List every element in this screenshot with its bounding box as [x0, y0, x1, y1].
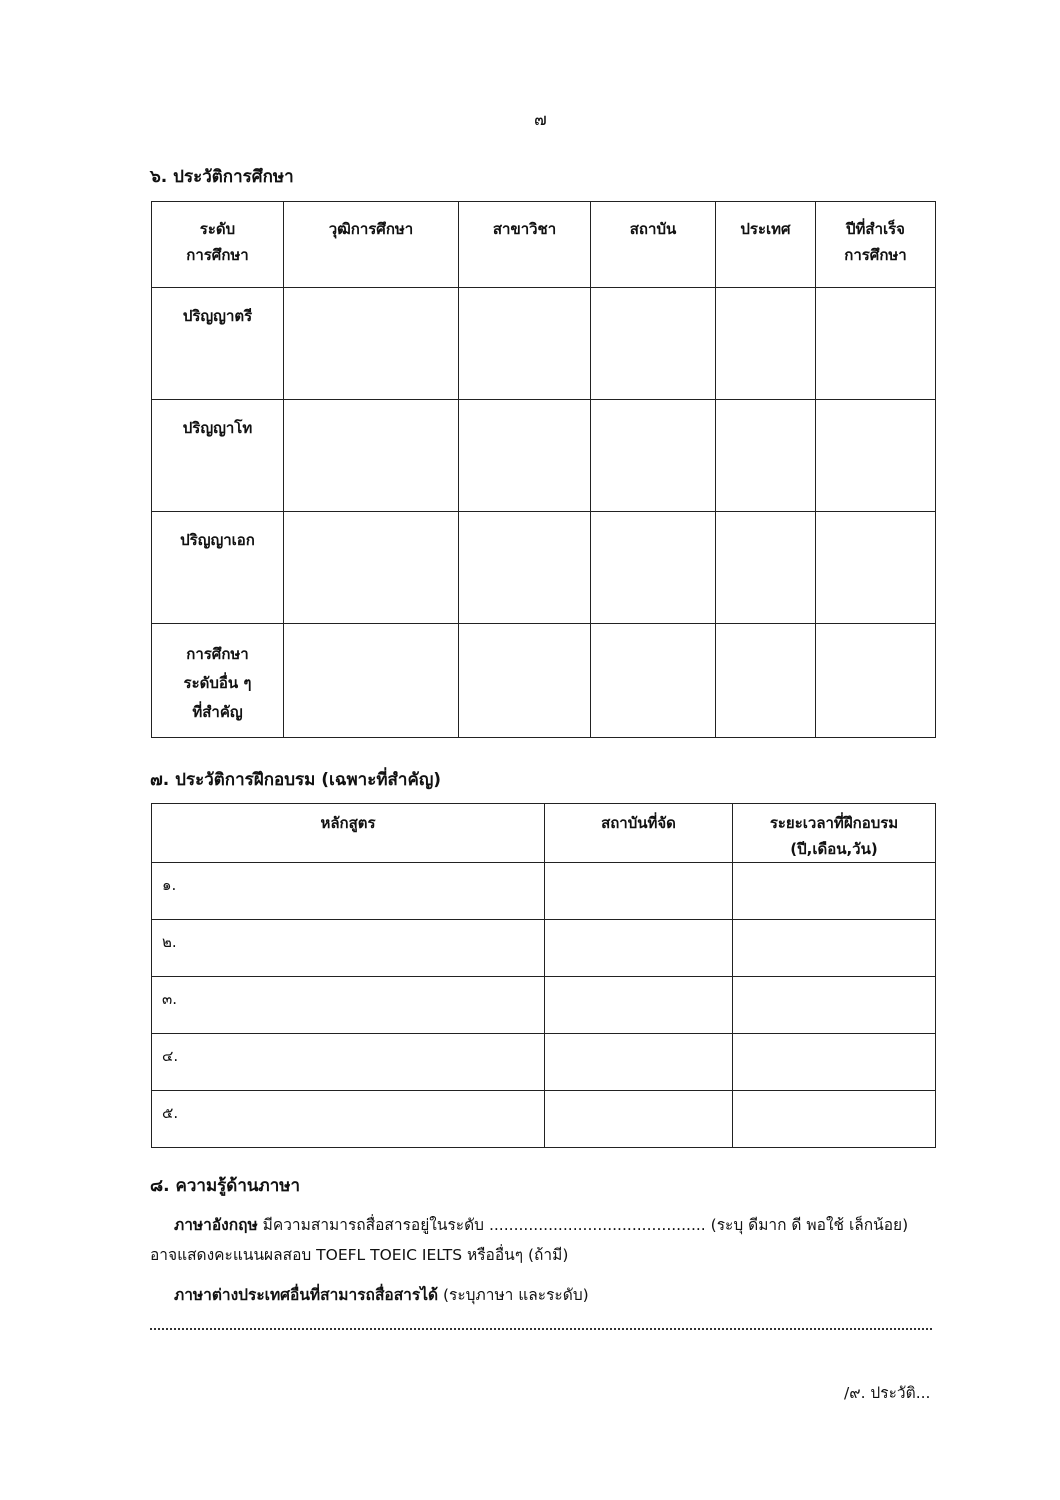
- edu-cell[interactable]: [716, 288, 816, 400]
- edu-cell[interactable]: [591, 624, 716, 738]
- training-row-number: ๔.: [152, 1034, 545, 1091]
- edu-cell[interactable]: [459, 624, 591, 738]
- table-row: [152, 977, 936, 1034]
- edu-cell[interactable]: [284, 400, 459, 512]
- training-row-number: ๕.: [152, 1091, 545, 1148]
- edu-cell[interactable]: [816, 624, 936, 738]
- table-row: [152, 863, 936, 920]
- edu-cell[interactable]: [816, 512, 936, 624]
- training-header-institution: สถาบันที่จัด: [545, 804, 733, 863]
- other-language-line: [174, 1282, 589, 1307]
- edu-row-label: ปริญญาเอก: [152, 512, 284, 624]
- other-language-label: ภาษาต่างประเทศอื่นที่สามารถสื่อสารได้: [174, 1286, 439, 1304]
- other-language-fill-line[interactable]: [150, 1328, 932, 1330]
- table-row: [152, 512, 936, 624]
- page-number: ๗: [534, 110, 547, 130]
- table-row: [152, 400, 936, 512]
- training-cell[interactable]: [733, 1091, 936, 1148]
- english-level-text: มีความสามารถสื่อสารอยู่ในระดับ ............................................ (ระบุ ดีมาก ดี พอใช้ เล็กน้อย): [257, 1216, 909, 1234]
- next-page-footer: /๙. ประวัติ...: [844, 1384, 931, 1402]
- education-table: [151, 201, 936, 738]
- english-line: [174, 1212, 908, 1237]
- training-cell[interactable]: [733, 920, 936, 977]
- edu-cell[interactable]: [284, 624, 459, 738]
- other-language-hint: (ระบุภาษา และระดับ): [438, 1286, 589, 1304]
- training-cell[interactable]: [545, 977, 733, 1034]
- training-cell[interactable]: [545, 863, 733, 920]
- edu-header-major: สาขาวิชา: [459, 202, 591, 288]
- edu-header-degree: วุฒิการศึกษา: [284, 202, 459, 288]
- english-label: ภาษาอังกฤษ: [174, 1216, 258, 1234]
- edu-cell[interactable]: [284, 288, 459, 400]
- training-cell[interactable]: [545, 920, 733, 977]
- training-cell[interactable]: [733, 1034, 936, 1091]
- edu-cell[interactable]: [816, 288, 936, 400]
- training-row-number: ๓.: [152, 977, 545, 1034]
- edu-header-level: ระดับ การศึกษา: [152, 202, 284, 288]
- training-row-number: ๑.: [152, 863, 545, 920]
- edu-cell[interactable]: [591, 288, 716, 400]
- table-row: [152, 624, 936, 738]
- training-cell[interactable]: [545, 1091, 733, 1148]
- edu-cell[interactable]: [459, 512, 591, 624]
- table-row: [152, 1091, 936, 1148]
- edu-cell[interactable]: [591, 512, 716, 624]
- edu-cell[interactable]: [816, 400, 936, 512]
- edu-header-country: ประเทศ: [716, 202, 816, 288]
- edu-row-label: ปริญญาตรี: [152, 288, 284, 400]
- table-row: [152, 288, 936, 400]
- training-header-duration: ระยะเวลาที่ฝึกอบรม (ปี,เดือน,วัน): [733, 804, 936, 863]
- training-table: [151, 803, 936, 1148]
- section-7-title: ๗. ประวัติการฝึกอบรม (เฉพาะที่สำคัญ): [150, 770, 442, 790]
- edu-header-institution: สถาบัน: [591, 202, 716, 288]
- edu-row-label: ปริญญาโท: [152, 400, 284, 512]
- english-score-line: อาจแสดงคะแนนผลสอบ TOEFL TOEIC IELTS หรืออื่นๆ (ถ้ามี): [150, 1246, 569, 1264]
- section-6-title: ๖. ประวัติการศึกษา: [150, 167, 294, 187]
- edu-cell[interactable]: [716, 624, 816, 738]
- edu-cell[interactable]: [591, 400, 716, 512]
- edu-cell[interactable]: [716, 512, 816, 624]
- training-header-course: หลักสูตร: [152, 804, 545, 863]
- edu-cell[interactable]: [459, 400, 591, 512]
- edu-cell[interactable]: [459, 288, 591, 400]
- edu-header-year: ปีที่สำเร็จ การศึกษา: [816, 202, 936, 288]
- training-cell[interactable]: [733, 977, 936, 1034]
- training-cell[interactable]: [733, 863, 936, 920]
- edu-row-label: การศึกษา ระดับอื่น ๆ ที่สำคัญ: [152, 624, 284, 738]
- table-row: [152, 1034, 936, 1091]
- section-8-title: ๘. ความรู้ด้านภาษา: [150, 1176, 301, 1196]
- training-cell[interactable]: [545, 1034, 733, 1091]
- edu-cell[interactable]: [716, 400, 816, 512]
- training-row-number: ๒.: [152, 920, 545, 977]
- table-row: [152, 920, 936, 977]
- edu-cell[interactable]: [284, 512, 459, 624]
